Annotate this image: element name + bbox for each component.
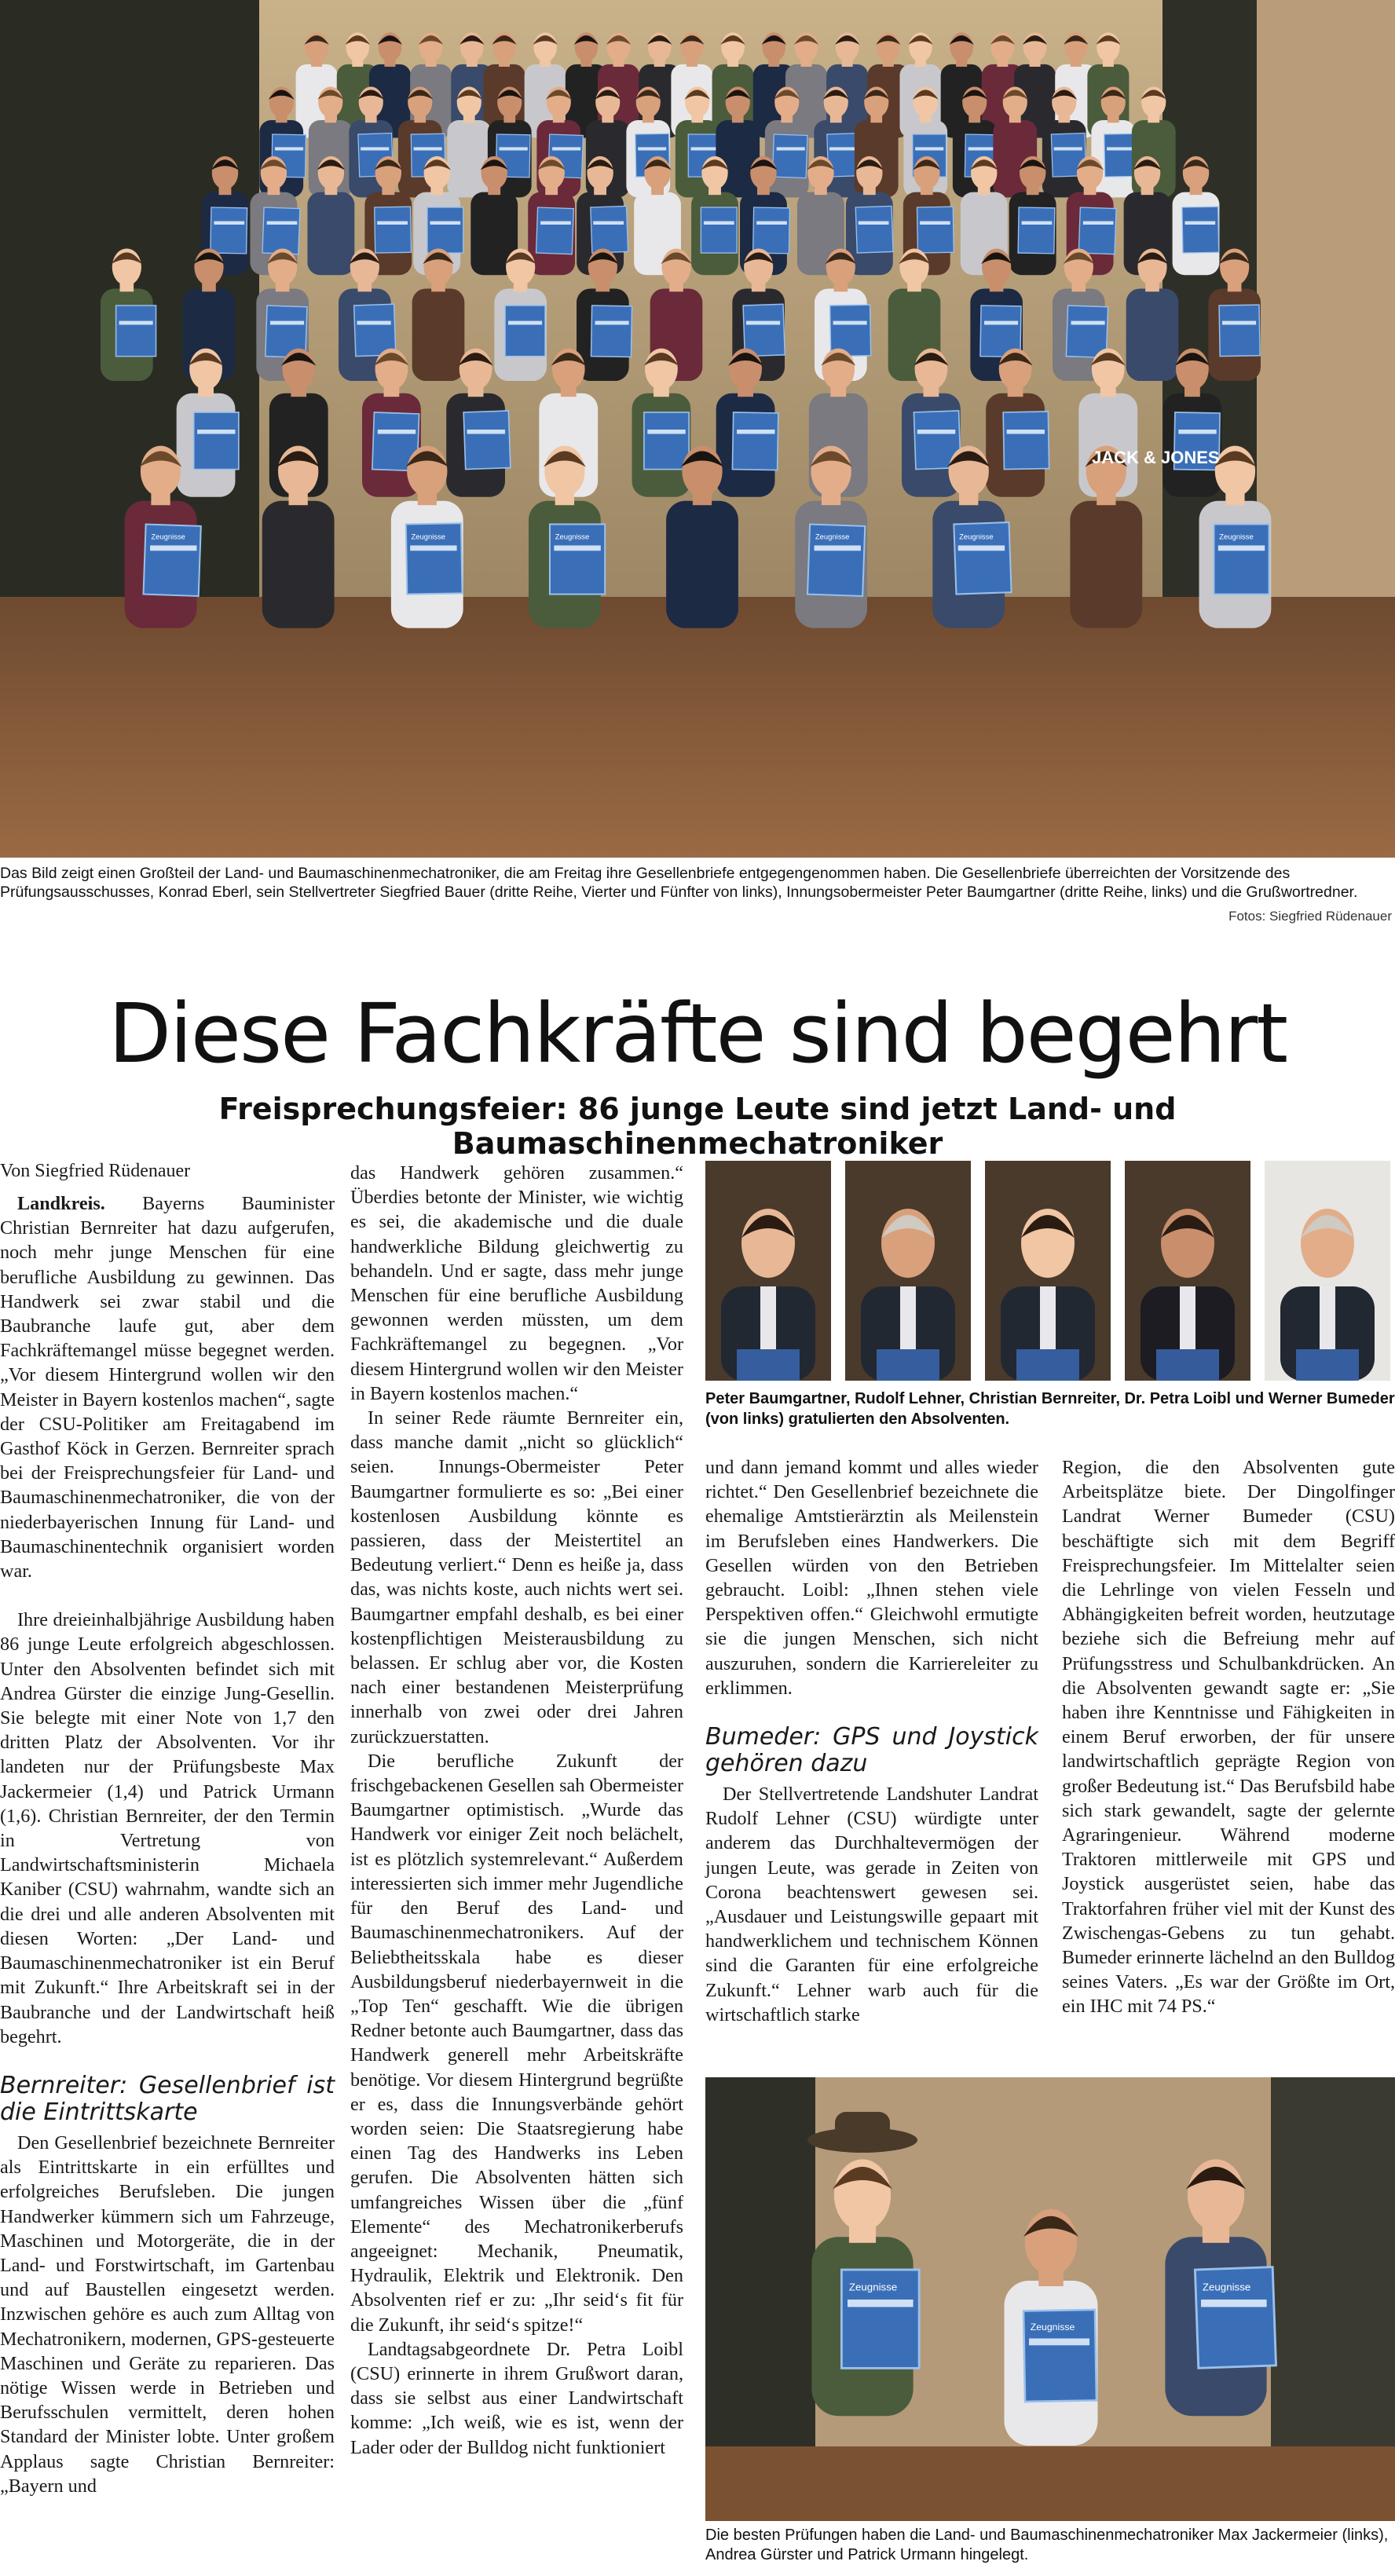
hat xyxy=(835,2112,890,2143)
speaker-portrait xyxy=(705,1161,831,1381)
certificate-label: Zeugnisse xyxy=(815,532,850,542)
best-graduates-illustration xyxy=(705,2077,1395,2521)
article-column-3 xyxy=(705,1455,1038,2027)
certificate xyxy=(830,305,871,357)
speaker-portrait xyxy=(985,1161,1111,1381)
certificate xyxy=(591,306,632,357)
certificate xyxy=(644,412,689,470)
certificate xyxy=(194,412,239,470)
certificate xyxy=(1219,305,1260,357)
graduates-group xyxy=(101,32,1271,628)
paragraph: Die berufliche Zukunft der frischgebackenen Gesellen sah Obermeister Baumgartner optimistisch. „Wurde das Handwerk vor einiger Zeit noch belächelt, ist es plötzlich systemrelevant.“ Außerdem interessierten sich immer mehr Jugendliche für den Beruf des Land- und Baumaschinenmechatronikers. Auf der Beliebtheitsskala habe es dieser Ausbildungsberuf niederbayernweit in die „Top Ten“ geschafft. Wie die übrigen Redner betonte auch Baumgartner, dass das Handwerk generell mehr Arbeitskräfte benötige. Vor diesem Hintergrund begrüßte er es, dass die Innungsverbände gehört worden seien: Die Staatsregierung habe einen Tag des Handwerks ins Leben gerufen. Die Absolventen hätten sich umfangreiches Wissen über die „fünf Elemente“ des Mechatronikerberufs angeeignet: Mechanik, Pneumatik, Hydraulik, Elektrik und Elektronik. Den Absolventen rief er zu: „Ihr seid‘s fit für die Zukunft, ihr seid‘s spitze!“ xyxy=(350,1750,683,2336)
paragraph: Landtagsabgeordnete Dr. Petra Loibl (CSU) erinnerte in ihrem Grußwort daran, dass sie selbst aus einer Landwirtschaft komme: „Ich weiß, wie es ist, wenn der Lader oder der Bulldog nicht funktioniert xyxy=(350,2338,683,2458)
certificate-label: Zeugnisse xyxy=(151,532,185,542)
photo-credit: Fotos: Siegfried Rüdenauer xyxy=(1228,909,1392,924)
certificate xyxy=(1182,207,1219,253)
subheadline: Freisprechungsfeier: 86 junge Leute sind jetzt Land- und Baumaschinenmechatroniker xyxy=(218,1092,1177,1161)
certificate xyxy=(807,525,865,596)
paragraph: Bayerns Bauminister Christian Bernreiter hat dazu aufgerufen, noch mehr junge Menschen für eine berufliche Ausbildung zu gewinnen. Das Handwerk sei zwar stabil und die Baubranche laufe gut, aber dem Fachkräftemangel müsse begegnet werden. „Vor diesem Hintergrund wollen wir den Meister in Bayern kostenlos machen“, sagte der CSU-Politiker am Freitagabend im Gasthof Köck in Gerzen. Bernreiter sprach bei der Freisprechungsfeier für Land- und Baumaschinenmechatroniker, die von der niederbayerischen Innung für Land- und Baumaschinentechnik organisiert worden war. xyxy=(0,1193,335,1583)
paragraph: Den Gesellenbrief bezeichnete Bernreiter als Eintrittskarte in ein erfülltes und erfolgreiches Berufsleben. Die jungen Handwerker kümmern sich um Fahrzeuge, Maschinen und Motorgeräte, die in der Land- und Forstwirtschaft, im Gartenbau und auf Baustellen eingesetzt werden. Inzwischen gehöre es auch zum Alltag von Mechatronikern, modernen, GPS-gesteuerte Maschinen und Geräte zu reparieren. Das nötige Wissen werde in Betrieben und Berufsschulen vermittelt, deren hohen Standard der Minister lobte. Unter großem Applaus sagte Christian Bernreiter: „Bayern und xyxy=(0,2131,335,2497)
certificate xyxy=(463,411,511,470)
certificate xyxy=(144,525,201,596)
certificate xyxy=(211,207,247,254)
wood-floor xyxy=(0,597,1395,858)
certificate xyxy=(1003,412,1049,470)
certificate xyxy=(841,2270,919,2368)
subheading: Bernreiter: Gesellenbrief ist die Eintrittskarte xyxy=(0,2071,335,2126)
certificate xyxy=(427,207,463,253)
certificate xyxy=(550,525,605,595)
certificate-label: Zeugnisse xyxy=(1202,2281,1251,2293)
certificate-label: Zeugnisse xyxy=(411,532,446,542)
subheading: Bumeder: GPS und Joystick gehören dazu xyxy=(705,1723,1038,1778)
certificate xyxy=(1214,525,1269,595)
dateline: Landkreis. xyxy=(17,1193,105,1214)
certificate xyxy=(772,134,807,178)
byline: Von Siegfried Rüdenauer xyxy=(0,1161,191,1181)
certificate xyxy=(536,207,574,254)
paragraph: Der Stellvertretende Landshuter Landrat Rudolf Lehner (CSU) würdigte unter anderem das Durchhaltevermögen der jungen Leute, was gerade in Zeiten von Corona beachtenswert gewesen sei. „Ausdauer und Leistungswille gepaart mit handwerklichem und technischem Können sind die Garanten für eine erfolgreiche Zukunft.“ Lehner warb auch für die wirtschaftlich starke xyxy=(705,1784,1038,2025)
certificate xyxy=(406,523,463,594)
certificate-label: Zeugnisse xyxy=(848,2281,898,2293)
speaker-portrait xyxy=(1125,1161,1250,1381)
article-column-2 xyxy=(350,1161,683,2460)
certificate-label: Zeugnisse xyxy=(959,532,994,542)
certificate xyxy=(701,207,737,253)
certificate xyxy=(116,306,156,357)
certificate-label: Zeugnisse xyxy=(555,532,590,542)
article-column-1 xyxy=(0,1191,335,2498)
speaker-portrait xyxy=(845,1161,971,1381)
group-photo xyxy=(0,0,1395,858)
speaker-portrait xyxy=(1265,1161,1390,1381)
certificate xyxy=(505,306,545,357)
article-column-4 xyxy=(1062,1455,1395,2019)
certificate xyxy=(1018,207,1055,254)
certificate xyxy=(591,206,628,253)
paragraph: das Handwerk gehören zusammen.“ Überdies betonte der Minister, wie wichtig es sei, die akademische und die duale handwerkliche Bildung gleichwertig zu behandeln. Und er sagte, dass mehr junge Menschen für eine berufliche Ausbildung gewonnen werden müssten, um dem Fachkräftemangel zu begegnen. „Vor diesem Hintergrund wollen wir den Meister in Bayern kostenlos machen.“ xyxy=(350,1162,683,1404)
certificate xyxy=(1066,306,1108,357)
speakers-photo xyxy=(705,1161,1395,1381)
certificate xyxy=(1195,2267,1276,2369)
certificate xyxy=(855,206,893,253)
certificate xyxy=(1023,2310,1097,2402)
best-graduates-caption: Die besten Prüfungen haben die Land- und Baumaschinenmechatroniker Max Jackermeier (links), Andrea Gürster und Patrick Urmann hingelegt. xyxy=(705,2527,1389,2563)
certificate xyxy=(732,412,778,470)
certificate xyxy=(954,522,1011,594)
paragraph: Region, die den Absolventen gute Arbeitsplätze biete. Der Dingolfinger Landrat Werner Bumeder (CSU) beschäftigte sich mit dem Begriff Freisprechungsfeier. Im Mittelalter seien die Lehrlinge von vielen Fesseln und Abhängigkeiten befreit worden, heutzutage beziehe sich die Befreiung mehr auf Prüfungsstress und Schulbankdrücken. An die Absolventen gewandt sagte er: „Sie haben ihre Kenntnisse und Fähigkeiten in einem Beruf erworben, der für unsere landwirtschaftlich geprägte Region von großer Bedeutung ist.“ Das Berufsbild habe sich stark gewandelt, sagte der gelernte Agraringenieur. Während moderne Traktoren mittlerweile mit GPS und Joystick ausgerüstet seien, habe das Traktorfahren früher viel mit der Kunst des Zwischengas-Gebens zu tun gehabt. Bumeder erinnerte lächelnd an den Bulldog seines Vaters. „Es war der Größte im Ort, ein IHC mit 74 PS.“ xyxy=(1062,1457,1395,2018)
paragraph: In seiner Rede räumte Bernreiter ein, dass manche damit „nicht so glücklich“ seien. Innungs-Obermeister Peter Baumgartner formulierte es so: „Bei einer kostenlosen Ausbildung könnte es passieren, dass der Meistertitel an Bedeutung verliert.“ Denn es heiße ja, dass das, was nichts koste, auch nichts wert sei. Baumgartner empfahl deshalb, es bei einer kostenpflichtigen Meisterausbildung zu belassen. Er schlug aber vor, die Kosten nach einer bestandenen Meisterprüfung innerhalb von zwei oder drei Jahren zurückzuerstatten. xyxy=(350,1407,683,1747)
certificate-label: Zeugnisse xyxy=(1030,2322,1075,2333)
certificate xyxy=(753,207,790,254)
paragraph: und dann jemand kommt und alles wieder richtet.“ Den Gesellenbrief bezeichnete die ehemalige Amtstierärztin als Meilenstein im Berufsleben eines Handwerkers. Die Gesellen würden von den Betrieben gebraucht. Loibl: „Ihnen stehen viele Perspektiven offen.“ Gleichwohl ermutigte sie die jungen Menschen, sich nicht auszuruhen, sondern die Karriereleiter zu erklimmen. xyxy=(705,1457,1038,1699)
speakers-photo-caption: Peter Baumgartner, Rudolf Lehner, Christian Bernreiter, Dr. Petra Loibl und Werner Bumeder (von links) gratulierten den Absolventen. xyxy=(705,1390,1395,1428)
certificate xyxy=(743,304,785,356)
speakers-illustration xyxy=(705,1161,1395,1381)
certificate xyxy=(1078,207,1116,254)
paragraph: Ihre dreieinhalbjährige Ausbildung haben 86 junge Leute erfolgreich abgeschlossen. Unter den Absolventen befindet sich mit Andrea Gürster die einzige Jung-Gesellin. Sie belegte mit einer Note von 1,7 den dritten Platz der Absolventen. Vor ihr landeten nur der Prüfungsbeste Max Jackermeier (1,4) und Patrick Urmann (1,6). Christian Bernreiter, der den Termin in Vertretung von Landwirtschaftsministerin Michaela Kaniber (CSU) wahrnahm, wandte sich an die drei und alle anderen Absolventen mit diesen Worten: „Der Land- und Baumaschinenmechatroniker ist ein Beruf mit Zukunft.“ Ihre Arbeitskraft sei in der Baubranche und der Landwirtschaft heiß begehrt. xyxy=(0,1609,335,2047)
headline: Diese Fachkräfte sind begehrt xyxy=(108,986,1287,1081)
certificate xyxy=(375,207,412,253)
certificate xyxy=(262,207,300,254)
certificate xyxy=(917,207,954,253)
group-photo-caption: Das Bild zeigt einen Großteil der Land- und Baumaschinenmechatroniker, die am Freitag ihre Gesellenbriefe entgegengenommen haben. Die Gesellenbriefe überreichten der Vorsitzende des Prüfungsausschusses, Konrad Eberl, sein Stellvertreter Siegfried Bauer (dritte Reihe, Vierter und Fünfter von links), Innungsobermeister Peter Baumgartner (dritte Reihe, links) und die Grußwortredner. xyxy=(0,865,1358,901)
certificate xyxy=(354,304,396,356)
certificate-label: Zeugnisse xyxy=(1219,532,1254,542)
shirt-print: JACK & JONES xyxy=(1092,448,1220,467)
best-graduates-photo xyxy=(705,2077,1395,2521)
group-photo-illustration xyxy=(0,0,1395,858)
